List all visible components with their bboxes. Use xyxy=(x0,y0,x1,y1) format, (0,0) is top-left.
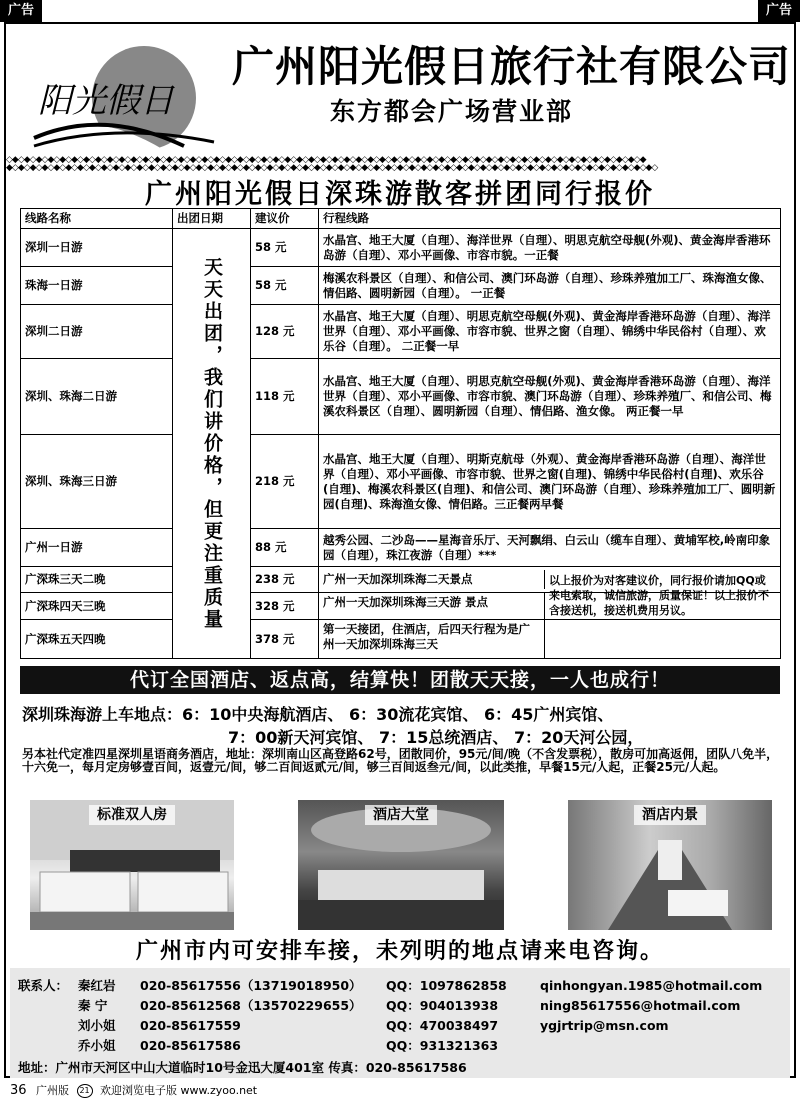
price: 118 元 xyxy=(251,359,319,435)
col-header-itinerary: 行程线路 xyxy=(319,209,781,229)
route-name: 深圳、珠海三日游 xyxy=(21,435,173,529)
itinerary-text: 第一天接团，住酒店，后四天行程为是广州一天加深圳珠海三天 xyxy=(319,620,545,658)
hotel-notice: 另本社代定准四星深圳星语商务酒店，地址：深圳南山区高登路62号，团散同价，95元/间/晚（不含发票税），散房可加高返佣，团队八免半，十六免一，每月定房够壹百间，返壹元/间，够二百间返贰元/间，够三百间返叁元/间，以此类推，早餐15元/人起，正餐25元/人起。 xyxy=(22,747,779,774)
contact-email[interactable]: ning85617556@hotmail.com xyxy=(540,998,741,1013)
contact-email[interactable]: ygjrtrip@msn.com xyxy=(540,1018,669,1033)
contact-qq: QQ：904013938 xyxy=(386,998,499,1013)
table-row xyxy=(21,359,781,435)
photo-label: 酒店内景 xyxy=(568,804,772,824)
contact-name: 秦 宁 xyxy=(78,998,108,1013)
contact-qq: QQ：470038497 xyxy=(386,1018,499,1033)
logo-text: 阳光假日 xyxy=(38,81,174,121)
contacts-block xyxy=(10,968,790,1078)
route-name: 广深珠五天四晚 xyxy=(21,620,173,659)
site-link[interactable]: 欢迎浏览电子版 www.zyoo.net xyxy=(100,1084,258,1097)
page-footer xyxy=(10,1082,257,1098)
header xyxy=(6,24,794,154)
contact-name: 刘小姐 xyxy=(78,1018,116,1033)
itinerary: 越秀公园、二沙岛——星海音乐厅、天河飘绢、白云山（缆车自理）、黄埔军校,岭南印象园（自理），珠江夜游（自理）*** xyxy=(319,529,781,567)
price: 378 元 xyxy=(251,620,319,659)
edition-label: 广州版 xyxy=(36,1084,70,1097)
price: 128 元 xyxy=(251,305,319,359)
quote-title: 广州阳光假日深珠游散客拼团同行报价 xyxy=(145,179,655,210)
table-row xyxy=(21,435,781,529)
itinerary: 水晶宫、地王大厦（自理）、明思克航空母舰(外观)、黄金海岸香港环岛游（自理）、海洋世界（自理）、邓小平画像、市容市貌、世界之窗（自理）、锦绣中华民俗村（自理）、欢乐谷（自理）。 二正餐一早 xyxy=(319,305,781,359)
table-row xyxy=(21,267,781,305)
photo-interior xyxy=(568,800,772,930)
decor-divider-bottom: ◆◇◆◇◆◇◆◇◆◇◆◇◆◇◆◇◆◇◆◇◆◇◆◇◆◇◆◇◆◇◆◇◆◇◆◇◆◇◆◇◆◇◆◇◆◇◆◇◆◇◆◇◆◇◆◇◆◇◆◇◆◇◆◇◆◇◆◇◆◇◆◇◆◇◆◇◆◇◆◇◆◇◆◇◆◇◆◇◆◇◆◇◆◇◆◇◆◇◆◇◆◇◆◇◆◇◆◇◆◇ xyxy=(6,163,658,173)
magazine-logo: 21 xyxy=(77,1084,93,1098)
transfer-notice: 广州市内可安排车接，未列明的地点请来电咨询。 xyxy=(135,939,664,964)
ad-tag-right: 广告 xyxy=(758,0,800,22)
col-header-route: 线路名称 xyxy=(21,209,173,229)
price: 218 元 xyxy=(251,435,319,529)
promo-banner: 代订全国酒店、返点高，结算快！团散天天接，一人也成行！ xyxy=(20,666,780,694)
table-row xyxy=(21,305,781,359)
price: 58 元 xyxy=(251,267,319,305)
contact-phone: 020-85617586 xyxy=(140,1038,241,1053)
itinerary: 梅溪农科景区（自理）、和信公司、澳门环岛游（自理）、珍珠养殖加工厂、珠海渔女像、情侣路、圆明新园（自理）。 一正餐 xyxy=(319,267,781,305)
table-row xyxy=(21,567,781,593)
contact-qq: QQ：931321363 xyxy=(386,1038,499,1053)
contact-phone: 020-85612568（13570229655） xyxy=(140,998,362,1013)
page-number: 36 xyxy=(10,1083,27,1098)
ad-tag-left: 广告 xyxy=(0,0,42,22)
contact-email[interactable]: qinhongyan.1985@hotmail.com xyxy=(540,978,763,993)
route-name: 广州一日游 xyxy=(21,529,173,567)
route-name: 深圳二日游 xyxy=(21,305,173,359)
itinerary xyxy=(319,620,781,659)
route-name: 深圳一日游 xyxy=(21,229,173,267)
pickup-line-2: 7：00新天河宾馆、 7：15总统酒店、 7：20天河公园， xyxy=(228,728,644,747)
photo-label: 标准双人房 xyxy=(30,804,234,824)
col-header-price: 建议价 xyxy=(251,209,319,229)
decor-divider-top: ◇◆◇◆◇◆◇◆◇◆◇◆◇◆◇◆◇◆◇◆◇◆◇◆◇◆◇◆◇◆◇◆◇◆◇◆◇◆◇◆◇◆◇◆◇◆◇◆◇◆◇◆◇◆◇◆◇◆◇◆◇◆◇◆◇◆◇◆◇◆◇◆◇◆◇◆◇◆◇◆◇◆◇◆◇◆◇◆◇◆◇◆◇◆◇◆◇◆◇◆◇◆◇◆◇◆◇◆ xyxy=(6,155,646,165)
itinerary: 水晶宫、地王大厦（自理）、明斯克航母（外观）、黄金海岸香港环岛游（自理）、海洋世界（自理）、邓小平画像、市容市貌、世界之窗(自理)、锦绣中华民俗村(自理)、欢乐谷(自理)、梅溪农科景区(自理)、和信公司、澳门环岛游（自理）、珍珠养殖加工厂、圆明新园(自理)、珠海渔女像、情侣路。三正餐两早餐 xyxy=(319,435,781,529)
price: 238 元 xyxy=(251,567,319,593)
contact-name: 秦红岩 xyxy=(78,978,116,993)
photo-standard-room xyxy=(30,800,234,930)
route-name: 广深珠三天二晚 xyxy=(21,567,173,593)
table-row xyxy=(21,229,781,267)
route-name: 珠海一日游 xyxy=(21,267,173,305)
contacts-label: 联系人： xyxy=(18,978,69,993)
sun-logo xyxy=(24,42,224,154)
contact-name: 乔小姐 xyxy=(78,1038,116,1053)
table-row xyxy=(21,620,781,659)
itinerary-text: 广州一天加深圳珠海三天游 景点 xyxy=(319,593,545,619)
contact-phone: 020-85617556（13719018950） xyxy=(140,978,362,993)
side-note: 以上报价为对客建议价，同行报价请加QQ或来电索取，诚信旅游，质量保证！以上报价不含接送机，接送机费用另议。 xyxy=(549,574,769,617)
table-row xyxy=(21,529,781,567)
price-table xyxy=(20,208,781,659)
itinerary: 水晶宫、地王大厦（自理）、海洋世界（自理）、明思克航空母舰(外观)、黄金海岸香港环岛游（自理）、邓小平画像、市容市貌。一正餐 xyxy=(319,229,781,267)
photo-lobby xyxy=(298,800,504,930)
company-name: 广州阳光假日旅行社有限公司 xyxy=(232,42,792,91)
departure-note: 天天出团，我们讲价格，但更注重质量 xyxy=(173,229,251,659)
route-name: 广深珠四天三晚 xyxy=(21,593,173,620)
price: 58 元 xyxy=(251,229,319,267)
price: 88 元 xyxy=(251,529,319,567)
price: 328 元 xyxy=(251,593,319,620)
photo-label: 酒店大堂 xyxy=(298,804,504,824)
branch-name: 东方都会广场营业部 xyxy=(330,97,574,126)
itinerary-text: 广州一天加深圳珠海二天景点 xyxy=(319,570,545,589)
address-line: 地址：广州市天河区中山大道临时10号金迅大厦401室 传真：020-85617586 xyxy=(18,1060,467,1075)
table-header-row xyxy=(21,209,781,229)
itinerary: 水晶宫、地王大厦（自理）、明思克航空母舰(外观)、黄金海岸香港环岛游（自理）、海洋世界（自理）、邓小平画像、市容市貌、澳门环岛游（自理）、珍珠养殖厂、和信公司、梅溪农科景区（自理）、圆明新园（自理）、情侣路、渔女像。 两正餐一早 xyxy=(319,359,781,435)
contact-qq: QQ：1097862858 xyxy=(386,978,507,993)
route-name: 深圳、珠海二日游 xyxy=(21,359,173,435)
pickup-line-1: 深圳珠海游上车地点：6：10中央海航酒店、 6：30流花宾馆、 6：45广州宾馆、 xyxy=(22,705,614,724)
col-header-departure: 出团日期 xyxy=(173,209,251,229)
contact-phone: 020-85617559 xyxy=(140,1018,241,1033)
